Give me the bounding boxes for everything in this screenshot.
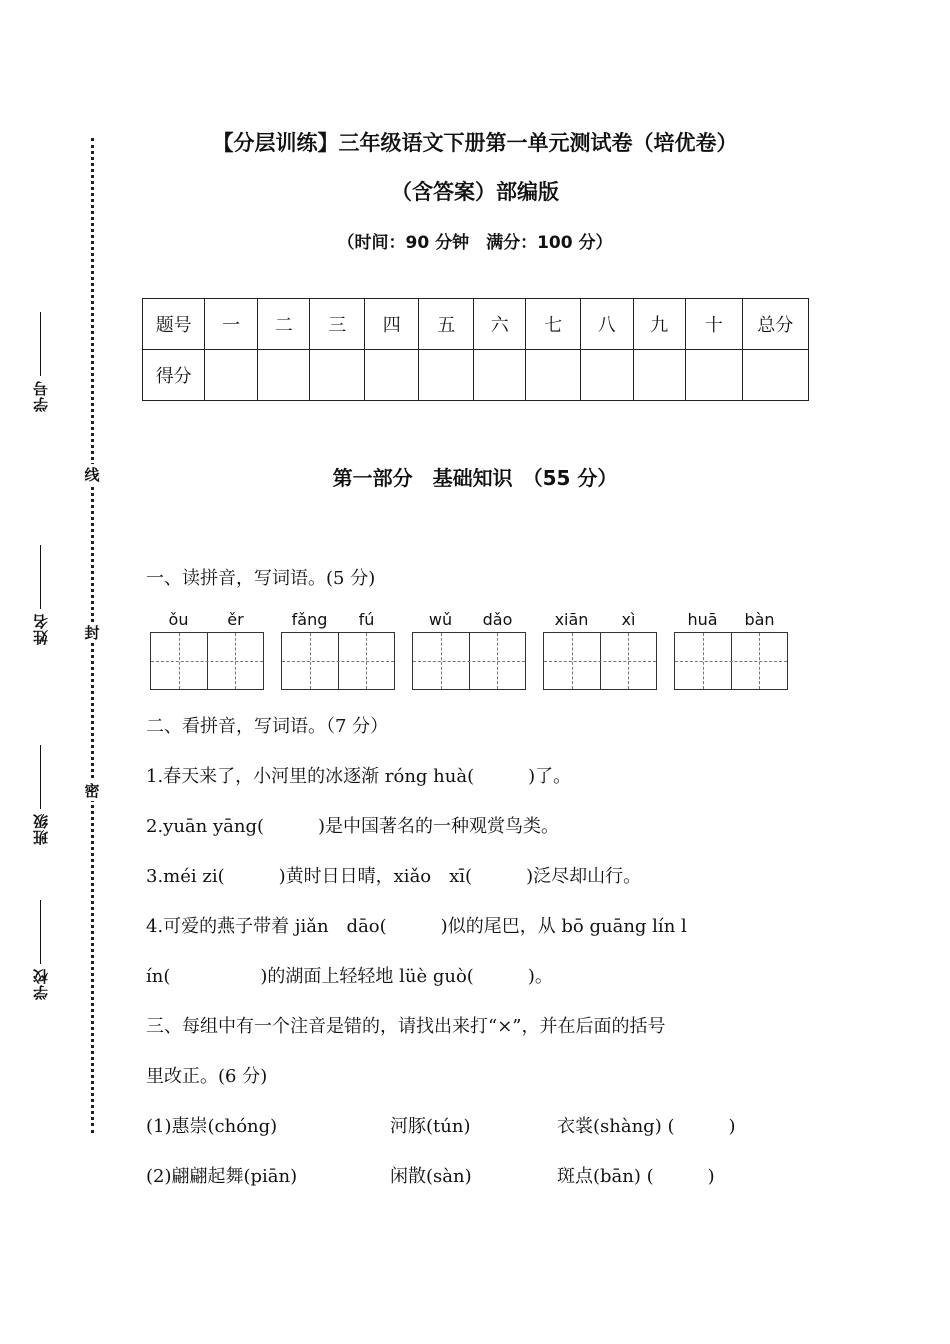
exam-title: 【分层训练】三年级语文下册第一单元测试卷（培优卷）	[212, 131, 738, 155]
pinyin-syllable: huā	[687, 610, 718, 629]
q2-item: ín( )的湖面上轻轻地 lüè guò( )。	[146, 966, 553, 987]
score-cell[interactable]	[364, 350, 419, 401]
score-cell[interactable]	[473, 350, 526, 401]
writing-grid[interactable]	[281, 632, 395, 690]
q2-heading: 二、看拼音，写词语。（7 分）	[146, 716, 389, 737]
col-header: 七	[526, 299, 581, 350]
cut-mark-line: 线	[82, 464, 102, 485]
score-table	[142, 298, 809, 401]
student-id-blank	[40, 312, 41, 376]
pinyin-syllable: ěr	[227, 610, 244, 629]
q3-row-2-a: (2)翩翩起舞(piān)	[146, 1166, 298, 1187]
exam-meta: （时间：90 分钟 满分：100 分）	[337, 233, 613, 253]
col-header: 三	[310, 299, 365, 350]
writing-grid[interactable]	[674, 632, 788, 690]
class-label: 班级	[32, 813, 50, 845]
q1-heading: 一、读拼音，写词语。(5 分)	[146, 568, 376, 589]
q3-row-1-c: 衣裳(shàng) ( )	[557, 1116, 736, 1137]
col-header: 一	[205, 299, 258, 350]
q3-heading-cont: 里改正。(6 分)	[146, 1066, 268, 1087]
col-header: 九	[633, 299, 686, 350]
pinyin-syllable: dǎo	[482, 610, 513, 629]
pinyin-syllable: xiān	[554, 610, 589, 629]
col-header: 五	[419, 299, 474, 350]
name-blank	[40, 545, 41, 609]
col-header: 二	[257, 299, 310, 350]
name-label: 姓名	[32, 613, 50, 645]
q3-row-1-a: (1)惠崇(chóng)	[146, 1116, 278, 1137]
section-title: 第一部分 基础知识 （55 分）	[332, 466, 618, 490]
writing-grid[interactable]	[412, 632, 526, 690]
q3-row-1-b: 河豚(tún)	[390, 1116, 471, 1137]
q2-item: 3.méi zi( )黄时日日晴，xiǎo xī( )泛尽却山行。	[146, 866, 642, 887]
score-cell[interactable]	[580, 350, 633, 401]
pinyin-syllable: ǒu	[168, 610, 189, 629]
pinyin-syllable: xì	[621, 610, 636, 629]
cut-mark-secret: 密	[82, 780, 102, 801]
score-cell[interactable]	[257, 350, 310, 401]
exam-subtitle: （含答案）部编版	[391, 180, 559, 204]
col-header: 四	[364, 299, 419, 350]
writing-grid[interactable]	[150, 632, 264, 690]
cut-mark-seal: 封	[82, 622, 102, 643]
pinyin-syllable: wǔ	[428, 610, 453, 629]
name-field	[30, 545, 51, 645]
student-id-field	[30, 312, 51, 412]
pinyin-syllable: bàn	[744, 610, 775, 629]
school-blank	[40, 900, 41, 964]
score-cell[interactable]	[742, 350, 808, 401]
row-header-score: 得分	[143, 350, 205, 401]
score-table-score-row	[143, 350, 809, 401]
col-header: 八	[580, 299, 633, 350]
q2-item: 2.yuān yāng( )是中国著名的一种观赏鸟类。	[146, 816, 560, 837]
score-cell[interactable]	[419, 350, 474, 401]
q3-heading: 三、每组中有一个注音是错的，请找出来打“×”，并在后面的括号	[146, 1016, 666, 1037]
pinyin-syllable: fǎng	[291, 610, 328, 629]
score-cell[interactable]	[686, 350, 742, 401]
col-header-total: 总分	[742, 299, 808, 350]
score-cell[interactable]	[633, 350, 686, 401]
score-cell[interactable]	[526, 350, 581, 401]
q3-row-2-c: 斑点(bān) ( )	[557, 1166, 715, 1187]
school-label: 学校	[32, 968, 50, 1000]
score-cell[interactable]	[310, 350, 365, 401]
col-header: 六	[473, 299, 526, 350]
school-field	[30, 900, 51, 1000]
class-blank	[40, 745, 41, 809]
score-table-header-row	[143, 299, 809, 350]
q2-item: 4.可爱的燕子带着 jiǎn dāo( )似的尾巴，从 bō guāng lín l	[146, 916, 687, 937]
writing-grid[interactable]	[543, 632, 657, 690]
student-id-label: 学号	[32, 380, 50, 412]
class-field	[30, 745, 51, 845]
q3-row-2-b: 闲散(sàn)	[390, 1166, 472, 1187]
pinyin-syllable: fú	[358, 610, 375, 629]
q2-item: 1.春天来了，小河里的冰逐渐 róng huà( )了。	[146, 766, 572, 787]
col-header: 十	[686, 299, 742, 350]
row-header-question: 题号	[143, 299, 205, 350]
score-cell[interactable]	[205, 350, 258, 401]
